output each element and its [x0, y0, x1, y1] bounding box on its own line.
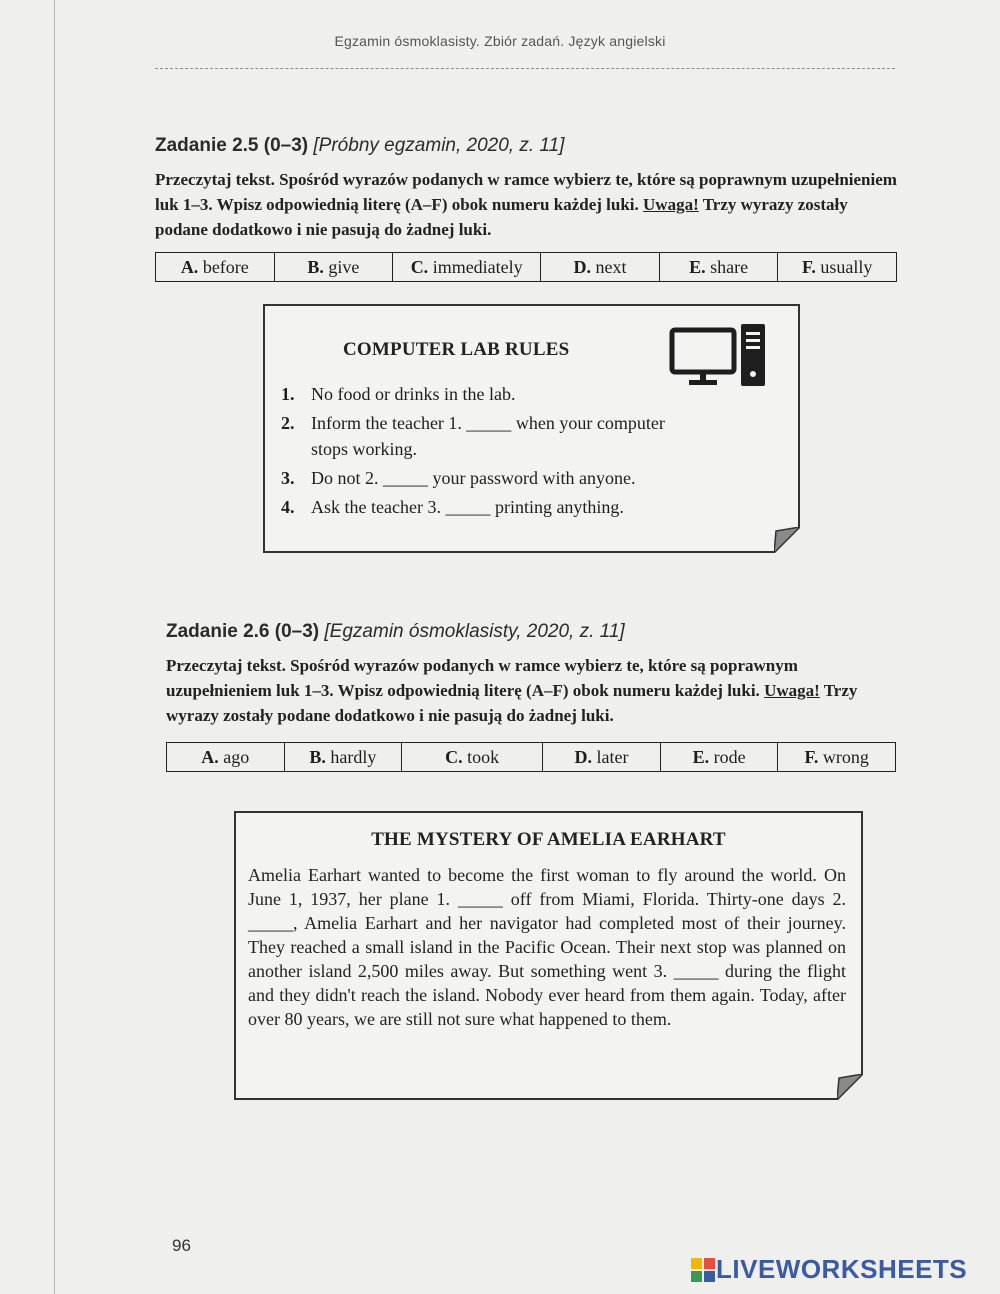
option-f: F. usually — [802, 257, 873, 277]
watermark — [690, 1254, 967, 1285]
option-d: D. next — [541, 253, 660, 281]
computer-lab-rules-box — [263, 304, 800, 553]
rule-item: 4. Ask the teacher 3. _____ printing anything. — [281, 497, 624, 517]
option-c: C. took — [402, 743, 543, 771]
watermark-text: LIVEWORKSHEETS — [716, 1254, 968, 1284]
instruction-end: Trzy wyrazy zostały podane dodatkowo i nie pasują do żadnej luki. — [155, 195, 848, 239]
instruction-warning: Uwaga! — [764, 681, 820, 700]
page-number: 96 — [172, 1236, 191, 1255]
instruction-text: Przeczytaj tekst. Spośród wyrazów podanych w ramce wybierz te, które są poprawnym uzupełnieniem luk 1–3. Wpisz odpowiednią literę (A–F) obok numeru każdej luki. — [155, 170, 897, 214]
option-e: E. share — [660, 253, 779, 281]
story-text: Amelia Earhart wanted to become the first woman to fly around the world. On June 1, 1937, her plane 1. _____ off from Miami, Florida. Thirty-one days 2. _____, Amelia Earhart and her navigator had completed most of their journey. They reached a small island in the Pacific Ocean. Their next stop was planned on another island 2,500 miles away. But something went 3. _____ during the flight and they didn't reach the island. Nobody ever heard from them again. Today, after over 80 years, we are still not sure what happened to them. — [248, 865, 846, 1029]
option-e: E. rode — [661, 743, 779, 771]
task-title — [166, 620, 896, 644]
instruction-end: Trzy wyrazy zostały podane dodatkowo i nie pasują do żadnej luki. — [166, 681, 858, 725]
task-source: [Próbny egzamin, 2020, z. 11] — [313, 135, 565, 156]
box-title: THE MYSTERY OF AMELIA EARHART — [371, 829, 726, 850]
rule-item: 1. No food or drinks in the lab. — [281, 384, 516, 404]
option-b: B. give — [275, 253, 394, 281]
task-instruction — [155, 167, 897, 242]
instruction-text: Przeczytaj tekst. Spośród wyrazów podanych w ramce wybierz te, które są poprawnym uzupełnieniem luk 1–3. Wpisz odpowiednią literę (A–F) obok numeru każdej luki. — [166, 656, 798, 700]
rule-item: 3. Do not 2. _____ your password with anyone. — [281, 468, 636, 488]
task-source: [Egzamin ósmoklasisty, 2020, z. 11] — [324, 621, 625, 642]
computer-icon — [669, 320, 769, 390]
option-d: D. later — [543, 743, 661, 771]
task-instruction — [166, 653, 896, 728]
page-curl-icon — [774, 527, 800, 553]
page-edge — [54, 0, 55, 1294]
box-title: COMPUTER LAB RULES — [343, 339, 570, 360]
option-a: A. before — [156, 253, 275, 281]
header-divider — [155, 68, 895, 69]
instruction-warning: Uwaga! — [643, 195, 699, 214]
option-b: B. hardly — [285, 743, 403, 771]
amelia-earhart-box — [234, 811, 863, 1100]
running-header: Egzamin ósmoklasisty. Zbiór zadań. Język angielski — [334, 33, 666, 49]
task-2-6 — [166, 620, 896, 772]
liveworksheets-logo-icon — [690, 1257, 716, 1283]
task-2-5 — [155, 134, 897, 282]
rule-item: 2. Inform the teacher 1. _____ when your computer stops working. — [281, 413, 665, 459]
page-curl-icon — [837, 1074, 863, 1100]
word-bank — [166, 742, 896, 772]
task-title — [155, 134, 897, 158]
task-number: Zadanie 2.6 (0–3) — [166, 621, 320, 642]
option-c: C. immediately — [393, 253, 541, 281]
rules-list — [281, 381, 671, 523]
option-a: A. ago — [167, 743, 285, 771]
word-bank — [155, 252, 897, 282]
option-f: F. wrong — [804, 747, 869, 767]
task-number: Zadanie 2.5 (0–3) — [155, 135, 309, 156]
